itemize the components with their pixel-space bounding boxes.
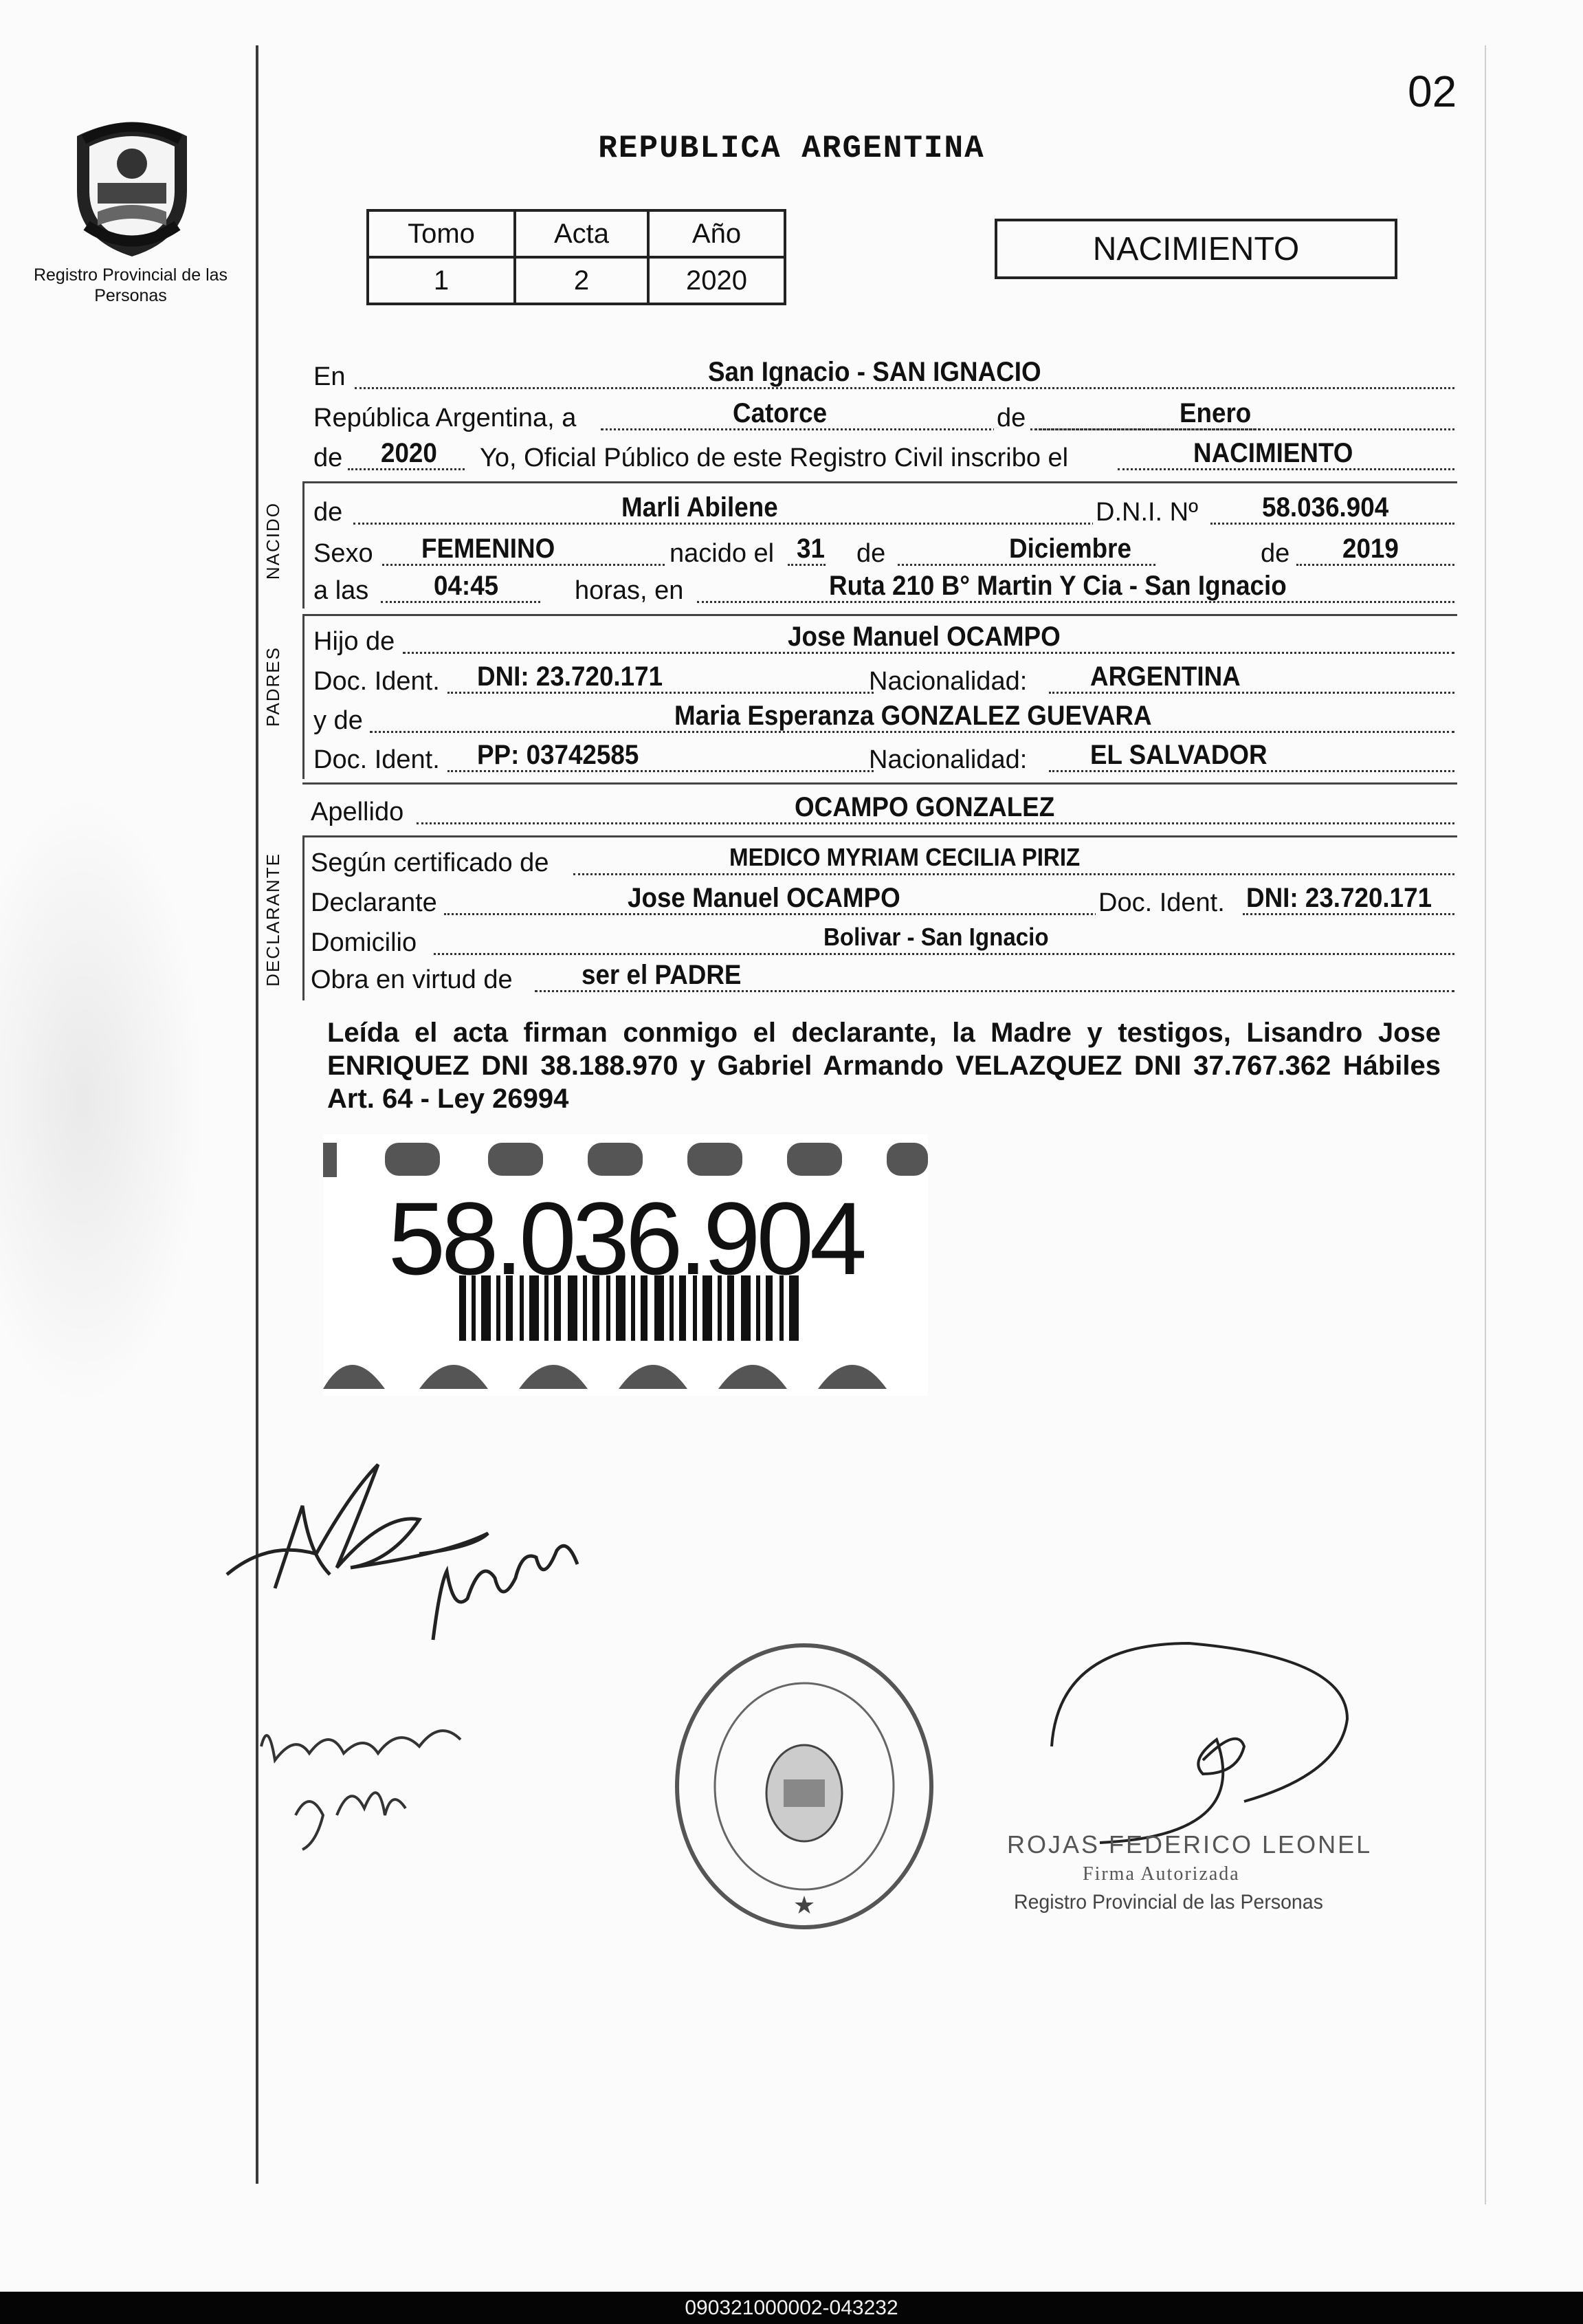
row-y-de [313, 698, 1454, 739]
certificado-value: MEDICO MYRIAM CECILIA PIRIZ [729, 843, 1081, 871]
doc-ident-label: Doc. Ident. [1096, 888, 1228, 918]
month-value: Enero [1180, 398, 1252, 428]
official-registry-stamp [667, 1635, 942, 1938]
section-bar [302, 835, 305, 1000]
nacido-section-label: NACIDO [263, 502, 283, 580]
sticker-dni-number: 58.036.904 [388, 1181, 863, 1296]
father-nationality-value: ARGENTINA [1090, 661, 1241, 692]
row-a-las [313, 568, 1454, 609]
acta-label: Acta [515, 210, 648, 257]
nacionalidad-label: Nacionalidad: [869, 745, 1028, 774]
doc-ident-label: Doc. Ident. [313, 745, 440, 774]
witness-signatures [254, 1705, 474, 1856]
section-divider [302, 782, 1457, 785]
mother-name-value: Maria Esperanza GONZALEZ GUEVARA [674, 701, 1152, 731]
signer-name: ROJAS FEDERICO LEONEL [1007, 1830, 1373, 1859]
row-mother-doc [313, 737, 1454, 778]
de-label: de [856, 539, 886, 568]
oficial-text: Yo, Oficial Público de este Registro Civil inscribo el [480, 443, 1069, 472]
section-divider [302, 481, 1457, 483]
tomo-acta-anio-table [366, 209, 786, 305]
row-en [313, 354, 1454, 395]
de-label: de [313, 443, 343, 472]
de-label: de [313, 498, 343, 527]
child-name-value: Marli Abilene [621, 492, 778, 523]
registry-label: Registro Provincial de las Personas [33, 265, 228, 305]
dotted-line [573, 873, 1454, 875]
record-type-box: NACIMIENTO [995, 219, 1397, 279]
declarante-section-label: DECLARANTE [263, 853, 283, 987]
republica-label: República Argentina, a [313, 404, 577, 432]
row-year [313, 435, 1454, 476]
signer-organization: Registro Provincial de las Personas [1014, 1891, 1323, 1914]
apellido-value: OCAMPO GONZALEZ [795, 792, 1055, 822]
father-doc-value: DNI: 23.720.171 [477, 661, 663, 692]
row-republica [313, 395, 1454, 437]
de-label: de [1261, 539, 1290, 568]
birth-place-value: Ruta 210 B° Martin Y Cia - San Ignacio [829, 571, 1287, 601]
section-bar [302, 614, 305, 779]
row-certificado [313, 840, 1454, 881]
country-heading: REPUBLICA ARGENTINA [598, 131, 985, 166]
apellido-label: Apellido [311, 798, 404, 826]
row-domicilio [313, 920, 1454, 961]
left-margin-rule [256, 45, 258, 2184]
right-margin-rule [1485, 45, 1486, 2204]
year-value: 2020 [381, 438, 437, 468]
row-declarante [313, 880, 1454, 921]
sexo-value: FEMENINO [421, 534, 555, 564]
horas-label: horas, en [575, 576, 684, 605]
birth-year-value: 2019 [1342, 534, 1399, 564]
obra-label: Obra en virtud de [311, 965, 513, 994]
declarante-label: Declarante [311, 888, 437, 917]
row-sexo [313, 531, 1454, 572]
sexo-label: Sexo [313, 539, 373, 568]
stamp-star: ★ [793, 1891, 816, 1919]
anio-value: 2020 [648, 257, 785, 304]
inscribe-type-value: NACIMIENTO [1193, 438, 1353, 468]
birth-month-value: Diciembre [1009, 534, 1131, 564]
dotted-line [434, 953, 1454, 955]
tomo-label: Tomo [368, 210, 515, 257]
row-father-doc [313, 659, 1454, 700]
row-nacido-de [313, 490, 1454, 531]
certificado-label: Según certificado de [311, 848, 549, 877]
page-number: 02 [1408, 67, 1457, 116]
section-bar [302, 481, 305, 609]
dni-label: D.N.I. Nº [1093, 498, 1201, 527]
y-de-label: y de [313, 706, 363, 735]
padres-section-label: PADRES [263, 646, 283, 727]
nacionalidad-label: Nacionalidad: [869, 667, 1028, 696]
day-words-value: Catorce [733, 398, 828, 428]
row-obra [313, 957, 1454, 998]
declarante-doc-value: DNI: 23.720.171 [1246, 883, 1432, 913]
birth-time-value: 04:45 [434, 571, 499, 601]
signer-role: Firma Autorizada [1083, 1863, 1240, 1885]
nacido-el-label: nacido el [667, 539, 777, 569]
closing-statement: Leída el acta firman conmigo el declarante, la Madre y testigos, Lisandro Jose ENRIQUEZ DNI 38.188.970 y Gabriel Armando VELAZQUEZ DNI 37.767.362 Hábiles Art. 64 - Ley 26994 [327, 1018, 1441, 1114]
dni-sticker [323, 1134, 928, 1396]
mother-doc-value: PP: 03742585 [477, 740, 639, 770]
child-dni-value: 58.036.904 [1262, 492, 1389, 523]
authorized-signature [1017, 1630, 1402, 1850]
tomo-value: 1 [368, 257, 515, 304]
de-label: de [994, 404, 1028, 433]
doc-ident-label: Doc. Ident. [313, 667, 440, 696]
section-divider [302, 835, 1457, 837]
declarante-value: Jose Manuel OCAMPO [628, 883, 900, 913]
mother-signature [419, 1516, 584, 1654]
row-apellido [313, 789, 1454, 831]
mother-nationality-value: EL SALVADOR [1090, 740, 1267, 770]
anio-label: Año [648, 210, 785, 257]
father-name-value: Jose Manuel OCAMPO [788, 622, 1061, 652]
birth-day-value: 31 [797, 534, 825, 564]
domicilio-value: Bolivar - San Ignacio [823, 923, 1049, 951]
hijo-de-label: Hijo de [313, 627, 395, 656]
row-hijo-de [313, 619, 1454, 660]
domicilio-label: Domicilio [311, 928, 417, 957]
acta-value: 2 [515, 257, 648, 304]
place-value: San Ignacio - SAN IGNACIO [708, 357, 1041, 387]
section-divider [302, 614, 1457, 616]
obra-value: ser el PADRE [582, 960, 742, 990]
document-footer-code: 090321000002-043232 [0, 2292, 1583, 2324]
scan-smudge [0, 791, 206, 1410]
en-label: En [313, 362, 346, 391]
a-las-label: a las [313, 576, 369, 605]
